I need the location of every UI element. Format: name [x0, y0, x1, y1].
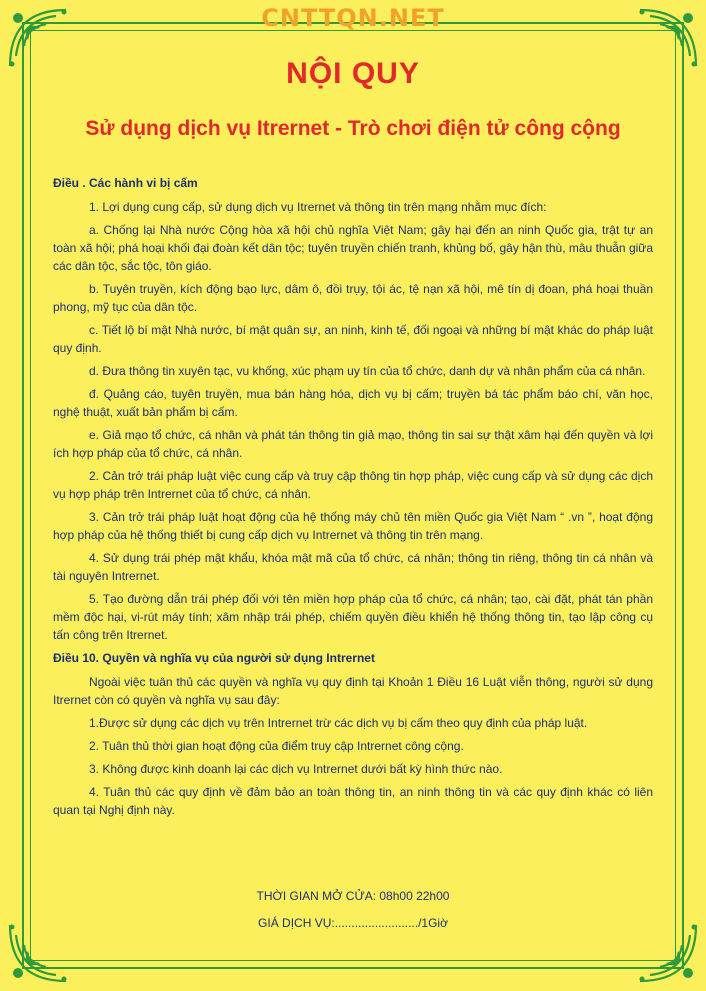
rule-item: 4. Tuân thủ các quy định về đảm bảo an toàn thông tin, an ninh thông tin và các quy định khác có liên quan tại Nghị định này.: [53, 785, 653, 817]
rule-item: 4. Sử dụng trái phép mật khẩu, khóa mật mã của tổ chức, cá nhân; thông tin riêng, thông tin cá nhân và tài nguyên Intrernet.: [53, 551, 653, 583]
rule-item: Ngoài việc tuân thủ các quyền và nghĩa vụ quy định tại Khoản 1 Điều 16 Luật viễn thông, người sử dụng Itrernet còn có quyền và nghĩa vụ sau đây:: [53, 675, 653, 707]
rule-item: 5. Tạo đường dẫn trái phép đối với tên miền hợp pháp của tổ chức, cá nhân; tạo, cài đặt, phát tán phần mềm độc hại, vi-rút máy tính; xâm nhập trái phép, chiếm quyền điều khiển hệ thống thông tin, tạo lập công cụ tấn công trên Itrernet.: [53, 592, 653, 642]
service-price: GIÁ DỊCH VỤ:........................./1Giờ: [258, 916, 448, 930]
rule-item: 2. Cản trở trái pháp luật việc cung cấp và truy cập thông tin hợp pháp, việc cung cấp và sử dụng các dịch vụ hợp pháp trên Intrernet của tổ chức, cá nhân.: [53, 469, 653, 501]
page-title: NỘI QUY: [286, 57, 420, 90]
rule-item: đ. Quảng cáo, tuyên truyền, mua bán hàng hóa, dịch vụ bị cấm; truyền bá tác phẩm báo chí, văn học, nghệ thuật, xuất bản phẩm bị cấm.: [53, 387, 653, 419]
watermark: CNTTQN.NET: [261, 4, 445, 32]
rule-item: b. Tuyên truyền, kích động bạo lực, dâm ô, đồi trụy, tội ác, tệ nạn xã hội, mê tín dị đoan, phá hoại thuần phong, mỹ tục của dân tộc.: [53, 282, 653, 314]
rule-item: c. Tiết lộ bí mật Nhà nước, bí mật quân sự, an ninh, kinh tế, đối ngoại và những bí mật khác do pháp luật quy định.: [53, 323, 653, 355]
rule-item: e. Giả mạo tổ chức, cá nhân và phát tán thông tin giả mạo, thông tin sai sự thật xâm hại đến quyền và lợi ích hợp pháp của tổ chức, cá nhân.: [53, 428, 653, 460]
rule-item: 3. Không được kinh doanh lại các dịch vụ Intrernet dưới bất kỳ hình thức nào.: [89, 762, 503, 776]
rule-item: 1. Lợi dụng cung cấp, sử dụng dịch vụ Itrernet và thông tin trên mạng nhằm mục đích:: [89, 200, 547, 214]
rule-item: 1.Được sử dụng các dịch vụ trên Intrernet trừ các dịch vụ bị cấm theo quy định của pháp luật.: [89, 716, 588, 730]
opening-hours: THỜI GIAN MỞ CỬA: 08h00 22h00: [256, 889, 450, 903]
page-subtitle: Sử dụng dịch vụ Itrernet - Trò chơi điện tử công cộng: [85, 117, 621, 140]
rules-content: [53, 174, 653, 824]
section-heading: Điều 10. Quyền và nghĩa vụ của người sử dụng Intrernet: [53, 651, 375, 665]
rule-item: 3. Cản trở trái pháp luật hoạt động của hệ thống máy chủ tên miền Quốc gia Việt Nam “ .vn ”, hoạt động hợp pháp của hệ thống thiết bị cung cấp dịch vụ Intrernet và thông tin trên mạng.: [53, 510, 653, 542]
rule-item: a. Chống lại Nhà nước Cộng hòa xã hội chủ nghĩa Việt Nam; gây hại đến an ninh Quốc gia, trật tự an toàn xã hội; phá hoại khối đại đoàn kết dân tộc; tuyên truyền chiến tranh, khủng bố, gây hận thù, mâu thuẫn giữa các dân tộc, sắc tộc, tôn giáo.: [53, 223, 653, 273]
rule-item: 2. Tuân thủ thời gian hoạt động của điểm truy cập Intrernet công cộng.: [89, 739, 464, 753]
rule-item: d. Đưa thông tin xuyên tạc, vu khống, xúc phạm uy tín của tổ chức, danh dự và nhân phẩm của cá nhân.: [89, 364, 646, 378]
section-heading: Điều . Các hành vi bị cấm: [53, 176, 198, 190]
